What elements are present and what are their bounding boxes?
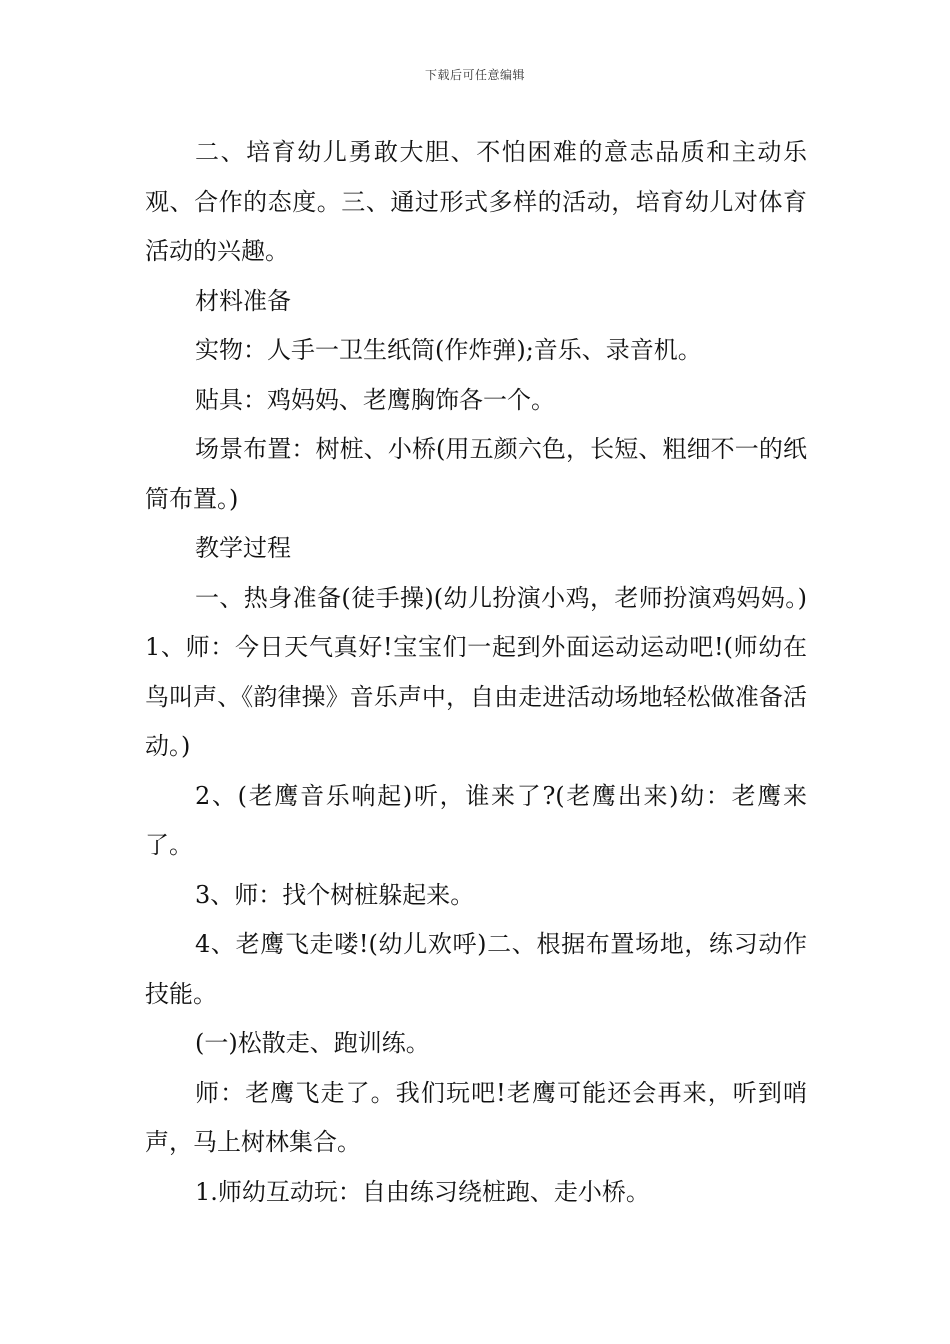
paragraph-hide: 3、师：找个树桩躲起来。 bbox=[195, 880, 475, 909]
page-header: 下载后可任意编辑 bbox=[424, 68, 525, 82]
heading-process: 教学过程 bbox=[195, 534, 291, 562]
paragraph-stickers: 贴具：鸡妈妈、老鹰胸饰各一个。 bbox=[195, 385, 555, 414]
paragraph-interaction: 1.师幼互动玩：自由练习绕桩跑、走小桥。 bbox=[195, 1177, 650, 1206]
paragraph-goals: 二、培育幼儿勇敢大胆、不怕困难的意志品质和主动乐观、合作的态度。三、通过形式多样的活动，培育幼儿对体育活动的兴趣。 bbox=[145, 138, 807, 265]
paragraph-scene: 场景布置：树桩、小桥(用五颜六色，长短、粗细不一的纸筒布置。) bbox=[145, 435, 807, 513]
heading-materials: 材料准备 bbox=[195, 286, 291, 315]
paragraph-eagle-leaves: 4、老鹰飞走喽!(幼儿欢呼)二、根据布置场地，练习动作技能。 bbox=[145, 930, 807, 1008]
paragraph-objects: 实物：人手一卫生纸筒(作炸弹);音乐、录音机。 bbox=[195, 336, 702, 364]
paragraph-teacher-play: 师：老鹰飞走了。我们玩吧!老鹰可能还会再来，听到哨声，马上树林集合。 bbox=[145, 1078, 807, 1156]
paragraph-walk-run: (一)松散走、跑训练。 bbox=[195, 1029, 430, 1057]
document-body bbox=[145, 128, 807, 1217]
paragraph-eagle-music: 2、(老鹰音乐响起)听，谁来了?(老鹰出来)幼：老鹰来了。 bbox=[145, 781, 807, 859]
paragraph-warmup: 一、热身准备(徒手操)(幼儿扮演小鸡，老师扮演鸡妈妈。)1、师：今日天气真好!宝宝们一起到外面运动运动吧!(师幼在鸟叫声、《韵律操》音乐声中，自由走进活动场地轻松做准备活动。) bbox=[145, 583, 807, 760]
